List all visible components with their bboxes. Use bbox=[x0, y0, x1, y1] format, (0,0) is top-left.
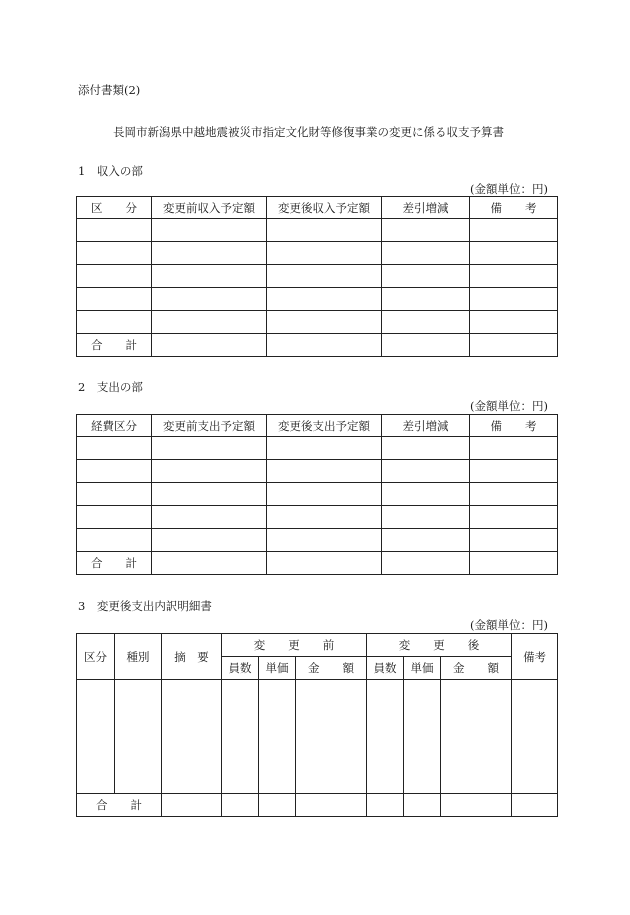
table-cell[interactable] bbox=[77, 529, 152, 552]
table-cell[interactable] bbox=[77, 460, 152, 483]
income-header-cell: 差引増減 bbox=[382, 197, 470, 219]
table-cell[interactable] bbox=[267, 460, 382, 483]
table-cell[interactable] bbox=[470, 242, 558, 265]
table-cell[interactable] bbox=[470, 311, 558, 334]
table-cell[interactable] bbox=[382, 265, 470, 288]
table-cell[interactable] bbox=[382, 460, 470, 483]
expense-header-cell: 備 考 bbox=[470, 415, 558, 437]
table-cell[interactable] bbox=[382, 529, 470, 552]
detail-header-biko: 備考 bbox=[512, 634, 558, 680]
table-row bbox=[77, 311, 558, 334]
table-cell[interactable] bbox=[470, 506, 558, 529]
income-heading: 1 収入の部 bbox=[78, 164, 143, 178]
table-cell[interactable] bbox=[267, 242, 382, 265]
table-cell[interactable] bbox=[512, 680, 558, 794]
table-cell[interactable] bbox=[267, 288, 382, 311]
detail-sub-tanka-after: 単価 bbox=[404, 657, 441, 680]
table-cell[interactable] bbox=[367, 794, 404, 817]
table-cell[interactable] bbox=[267, 506, 382, 529]
table-cell[interactable] bbox=[115, 680, 162, 794]
table-cell[interactable] bbox=[367, 680, 404, 794]
expense-table bbox=[76, 414, 558, 575]
detail-sub-insu-before: 員数 bbox=[222, 657, 259, 680]
table-cell[interactable] bbox=[259, 794, 296, 817]
table-row bbox=[77, 288, 558, 311]
table-cell[interactable] bbox=[77, 242, 152, 265]
table-cell[interactable] bbox=[77, 311, 152, 334]
table-row bbox=[77, 219, 558, 242]
table-row bbox=[77, 460, 558, 483]
table-cell[interactable] bbox=[77, 506, 152, 529]
income-header-cell: 変更前収入予定額 bbox=[152, 197, 267, 219]
detail-sub-kingaku-after: 金 額 bbox=[441, 657, 512, 680]
table-cell[interactable] bbox=[77, 680, 115, 794]
table-cell[interactable] bbox=[152, 529, 267, 552]
detail-sub-insu-after: 員数 bbox=[367, 657, 404, 680]
expense-unit-label: (金額単位：円) bbox=[470, 399, 548, 413]
table-cell[interactable] bbox=[152, 334, 267, 357]
table-cell[interactable] bbox=[470, 437, 558, 460]
table-cell[interactable] bbox=[152, 219, 267, 242]
table-cell[interactable] bbox=[152, 311, 267, 334]
expense-header-cell: 変更後支出予定額 bbox=[267, 415, 382, 437]
expense-total-row bbox=[77, 552, 558, 575]
income-total-row bbox=[77, 334, 558, 357]
income-unit-label: (金額単位：円) bbox=[470, 182, 548, 196]
detail-header-kubun: 区分 bbox=[77, 634, 115, 680]
table-cell[interactable] bbox=[382, 219, 470, 242]
table-cell[interactable] bbox=[470, 265, 558, 288]
detail-header-before: 変 更 前 bbox=[222, 634, 367, 657]
table-cell[interactable] bbox=[382, 437, 470, 460]
table-cell[interactable] bbox=[152, 460, 267, 483]
table-cell[interactable] bbox=[259, 680, 296, 794]
table-cell[interactable] bbox=[267, 311, 382, 334]
table-row bbox=[77, 265, 558, 288]
table-row bbox=[77, 529, 558, 552]
table-cell[interactable] bbox=[267, 265, 382, 288]
detail-header-after: 変 更 後 bbox=[367, 634, 512, 657]
table-cell[interactable] bbox=[77, 483, 152, 506]
table-cell[interactable] bbox=[222, 680, 259, 794]
detail-sub-kingaku-before: 金 額 bbox=[296, 657, 367, 680]
attachment-label: 添付書類(2) bbox=[78, 83, 141, 97]
table-cell[interactable] bbox=[382, 288, 470, 311]
table-cell[interactable] bbox=[77, 219, 152, 242]
table-cell[interactable] bbox=[267, 529, 382, 552]
table-cell[interactable] bbox=[162, 794, 222, 817]
table-cell[interactable] bbox=[404, 794, 441, 817]
table-cell[interactable] bbox=[296, 794, 367, 817]
table-cell[interactable] bbox=[152, 552, 267, 575]
table-cell[interactable] bbox=[152, 437, 267, 460]
table-cell[interactable] bbox=[152, 288, 267, 311]
table-cell[interactable] bbox=[162, 680, 222, 794]
table-cell[interactable] bbox=[382, 483, 470, 506]
expense-header-cell: 経費区分 bbox=[77, 415, 152, 437]
detail-table bbox=[76, 633, 558, 817]
expense-header-cell: 差引増減 bbox=[382, 415, 470, 437]
table-cell[interactable] bbox=[382, 334, 470, 357]
detail-header-shubetsu: 種別 bbox=[115, 634, 162, 680]
income-total-label: 合 計 bbox=[77, 334, 152, 357]
detail-unit-label: (金額単位：円) bbox=[470, 618, 548, 632]
table-cell[interactable] bbox=[267, 219, 382, 242]
expense-header-row bbox=[77, 415, 558, 437]
table-row bbox=[77, 242, 558, 265]
income-header-cell: 備 考 bbox=[470, 197, 558, 219]
table-cell[interactable] bbox=[441, 680, 512, 794]
table-cell[interactable] bbox=[267, 334, 382, 357]
table-cell[interactable] bbox=[512, 794, 558, 817]
table-cell[interactable] bbox=[382, 506, 470, 529]
table-cell[interactable] bbox=[382, 552, 470, 575]
income-table bbox=[76, 196, 558, 357]
table-cell[interactable] bbox=[267, 437, 382, 460]
table-cell[interactable] bbox=[470, 529, 558, 552]
detail-total-row bbox=[77, 794, 558, 817]
document-title: 長岡市新潟県中越地震被災市指定文化財等修復事業の変更に係る収支予算書 bbox=[113, 125, 504, 139]
detail-body-row bbox=[77, 680, 558, 794]
table-cell[interactable] bbox=[404, 680, 441, 794]
table-cell[interactable] bbox=[470, 288, 558, 311]
table-cell[interactable] bbox=[470, 460, 558, 483]
table-cell[interactable] bbox=[152, 483, 267, 506]
table-cell[interactable] bbox=[470, 552, 558, 575]
detail-header-tekiyo: 摘 要 bbox=[162, 634, 222, 680]
detail-sub-tanka-before: 単価 bbox=[259, 657, 296, 680]
table-row bbox=[77, 483, 558, 506]
table-cell[interactable] bbox=[267, 552, 382, 575]
table-cell[interactable] bbox=[77, 265, 152, 288]
table-cell[interactable] bbox=[77, 288, 152, 311]
income-header-row bbox=[77, 197, 558, 219]
expense-heading: 2 支出の部 bbox=[78, 380, 143, 394]
table-cell[interactable] bbox=[152, 242, 267, 265]
detail-header-row bbox=[77, 634, 558, 657]
detail-total-label: 合 計 bbox=[77, 794, 162, 817]
table-cell[interactable] bbox=[470, 334, 558, 357]
table-row bbox=[77, 506, 558, 529]
expense-header-cell: 変更前支出予定額 bbox=[152, 415, 267, 437]
table-cell[interactable] bbox=[152, 265, 267, 288]
table-cell[interactable] bbox=[382, 311, 470, 334]
table-cell[interactable] bbox=[470, 219, 558, 242]
table-cell[interactable] bbox=[222, 794, 259, 817]
table-cell[interactable] bbox=[382, 242, 470, 265]
expense-total-label: 合 計 bbox=[77, 552, 152, 575]
table-cell[interactable] bbox=[152, 506, 267, 529]
table-cell[interactable] bbox=[470, 483, 558, 506]
table-cell[interactable] bbox=[267, 483, 382, 506]
table-row bbox=[77, 437, 558, 460]
table-cell[interactable] bbox=[296, 680, 367, 794]
detail-heading: 3 変更後支出内訳明細書 bbox=[78, 599, 212, 613]
income-header-cell: 区 分 bbox=[77, 197, 152, 219]
table-cell[interactable] bbox=[441, 794, 512, 817]
table-cell[interactable] bbox=[77, 437, 152, 460]
income-header-cell: 変更後収入予定額 bbox=[267, 197, 382, 219]
